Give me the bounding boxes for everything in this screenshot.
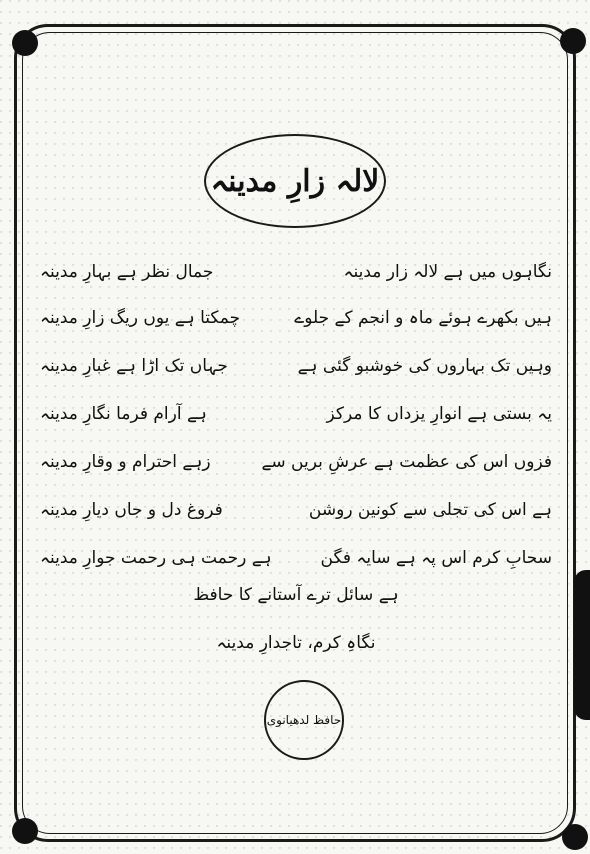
verse-second-line: ہے رحمت ہی رحمت جوارِ مدینہ xyxy=(40,547,272,568)
verse-first-line: سحابِ کرم اس پہ ہے سایہ فگن xyxy=(320,547,552,568)
verse-second-line: فروغ دل و جاں دیارِ مدینہ xyxy=(40,499,223,520)
verse-second-line: چمکتا ہے یوں ریگ زارِ مدینہ xyxy=(40,307,241,328)
poem-title: لالہ زارِ مدینہ xyxy=(210,163,380,199)
verse-second-line: زہے احترام و وقارِ مدینہ xyxy=(40,451,211,472)
corner-ornament xyxy=(562,824,588,850)
verse xyxy=(40,542,552,572)
verse-second-line: جہاں تک اڑا ہے غبارِ مدینہ xyxy=(40,355,228,376)
verse xyxy=(40,256,552,286)
verse xyxy=(40,398,552,428)
verse xyxy=(40,350,552,380)
verse xyxy=(40,494,552,524)
corner-ornament xyxy=(560,28,586,54)
verse-first-line: نگاہوں میں ہے لالہ زار مدینہ xyxy=(343,261,552,282)
verse-first-line: وہیں تک بہاروں کی خوشبو گئی ہے xyxy=(297,355,552,376)
corner-ornament xyxy=(12,30,38,56)
poet-seal xyxy=(264,680,344,760)
verse-second-line: جمال نظر ہے بہارِ مدینہ xyxy=(40,261,214,282)
verse-first-line: ہے اس کی تجلی سے کونین روشن xyxy=(308,499,552,520)
verse-first-line: ہیں بکھرے ہوئے ماہ و انجم کے جلوے xyxy=(294,307,552,328)
binding-edge xyxy=(574,570,590,720)
verse xyxy=(40,446,552,476)
verse-first-line: یہ بستی ہے انوارِ یزداں کا مرکز xyxy=(326,403,552,424)
maqta-second-line: نگاہِ کرم، تاجدارِ مدینہ xyxy=(216,633,376,653)
title-oval xyxy=(204,134,386,228)
poet-name: حافظ لدھیانوی xyxy=(266,713,342,727)
verse-second-line: ہے آرام فرما نگارِ مدینہ xyxy=(40,403,207,424)
corner-ornament xyxy=(12,818,38,844)
verse-first-line: فزوں اس کی عظمت ہے عرشِ بریں سے xyxy=(261,451,552,472)
verse xyxy=(40,302,552,332)
maqta-first-line: ہے سائل ترے آستانے کا حافظ xyxy=(193,585,399,605)
